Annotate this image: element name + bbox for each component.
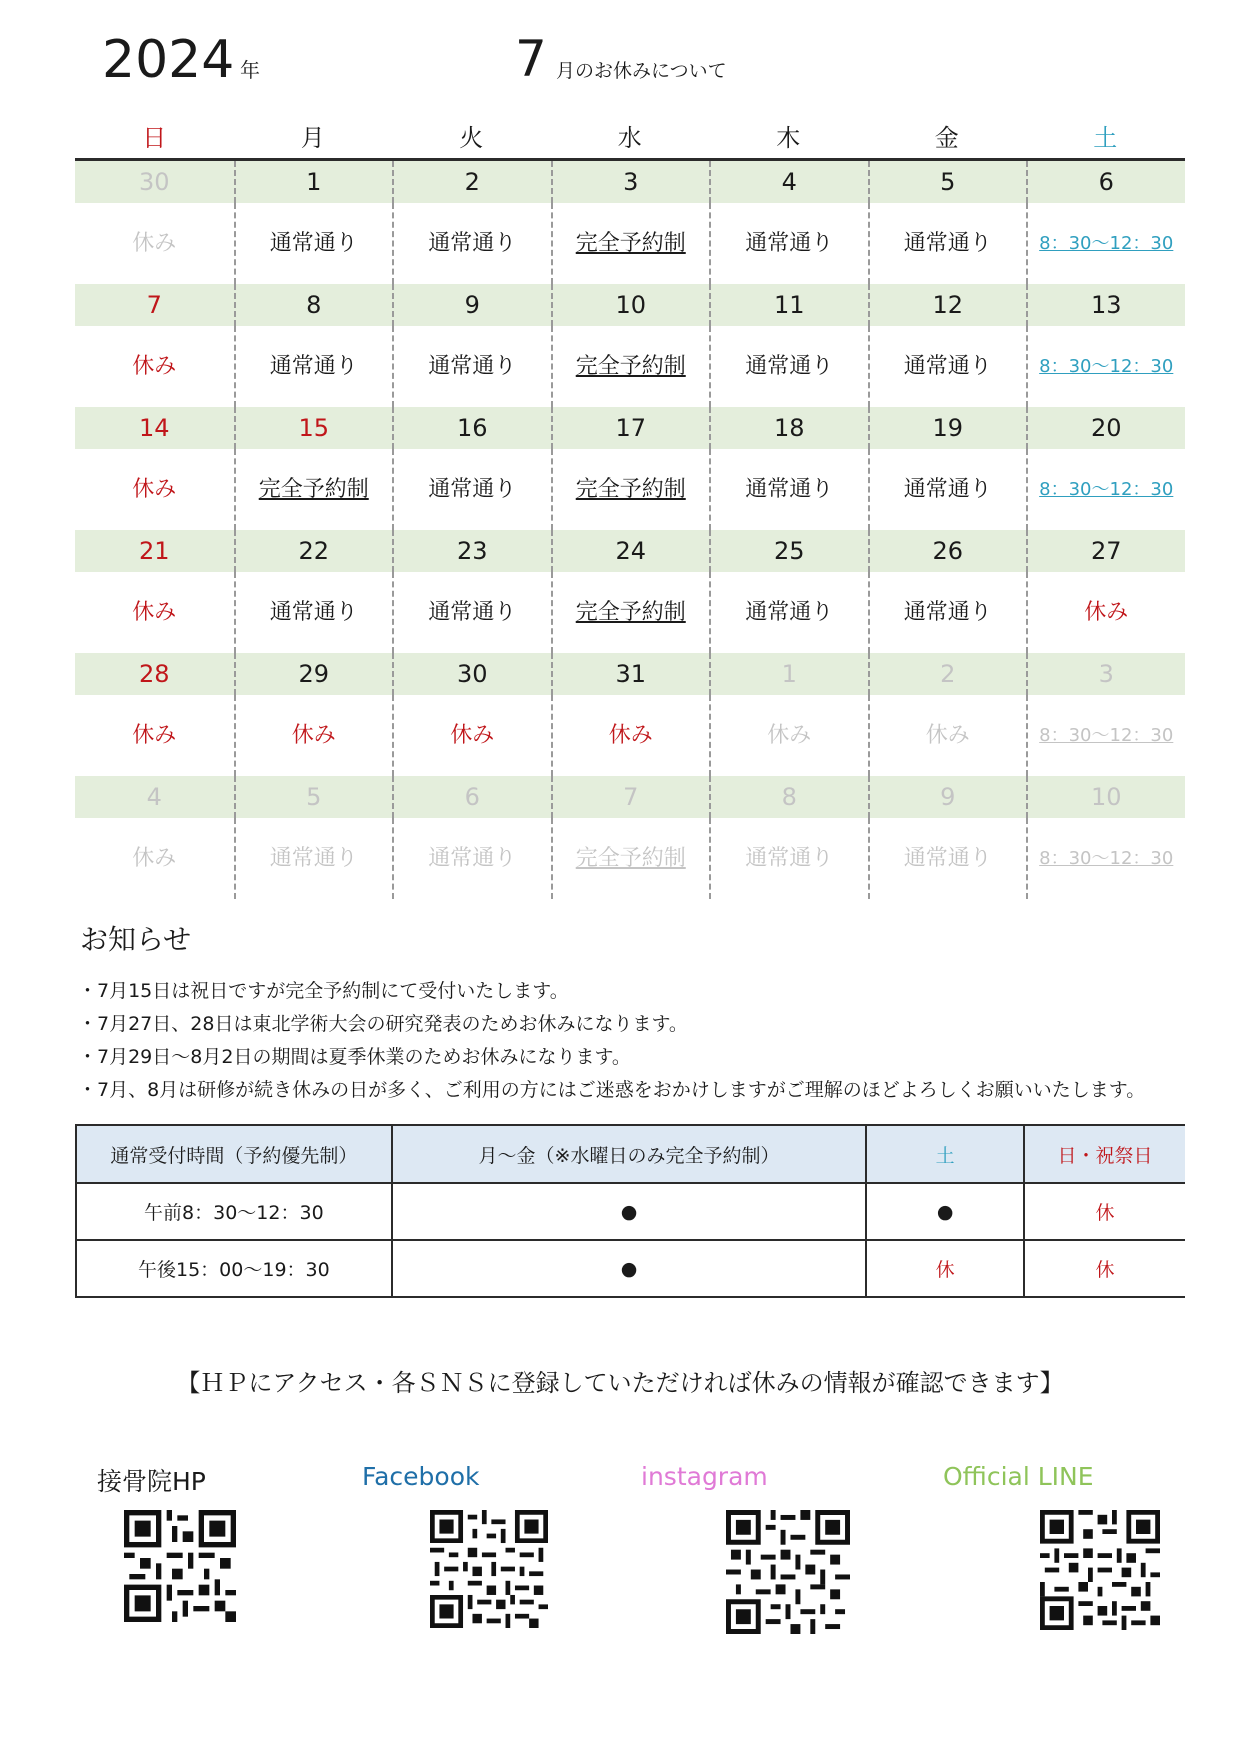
- calendar-week: [75, 530, 1185, 653]
- status-cell: 休み: [1026, 572, 1185, 653]
- qr-code-line-icon[interactable]: [1040, 1510, 1160, 1630]
- date-row: [75, 653, 1185, 695]
- header-cell: 月～金（※水曜日のみ完全予約制）: [392, 1125, 867, 1183]
- date-cell: 6: [392, 776, 551, 818]
- status-cell: 通常通り: [392, 449, 551, 530]
- date-cell: 1: [234, 161, 393, 203]
- status-cell: 通常通り: [868, 572, 1027, 653]
- table-cell: 休: [866, 1240, 1024, 1297]
- date-cell: 16: [392, 407, 551, 449]
- status-cell: 完全予約制: [551, 326, 710, 407]
- status-cell: 通常通り: [709, 326, 868, 407]
- status-cell: 通常通り: [709, 572, 868, 653]
- date-cell: 4: [709, 161, 868, 203]
- status-cell: 通常通り: [392, 326, 551, 407]
- date-cell: 23: [392, 530, 551, 572]
- status-cell: 通常通り: [234, 818, 393, 899]
- link-label-instagram[interactable]: instagram: [641, 1462, 768, 1491]
- date-cell: 5: [868, 161, 1027, 203]
- status-row: [75, 818, 1185, 899]
- month: 7: [515, 30, 547, 88]
- date-cell: 5: [234, 776, 393, 818]
- status-cell: 休み: [132, 600, 177, 625]
- weekday-mon: 月: [300, 124, 325, 152]
- status-cell: 通常通り: [709, 818, 868, 899]
- table-cell: 午前8：30～12：30: [76, 1183, 392, 1240]
- date-cell: 10: [551, 284, 710, 326]
- table-row: [76, 1183, 1185, 1240]
- date-cell: 18: [709, 407, 868, 449]
- date-cell: 7: [551, 776, 710, 818]
- date-cell: 2: [868, 653, 1027, 695]
- status-row: [75, 326, 1185, 407]
- status-cell: 通常通り: [868, 326, 1027, 407]
- calendar-week: [75, 284, 1185, 407]
- date-cell: 1: [709, 653, 868, 695]
- date-cell: 30: [138, 168, 170, 196]
- year: 2024: [102, 30, 235, 90]
- notice-title: お知らせ: [80, 923, 192, 956]
- page-header: [0, 30, 1240, 90]
- weekday-sun: 日: [142, 124, 167, 152]
- date-cell: 25: [709, 530, 868, 572]
- status-row: [75, 695, 1185, 776]
- year-unit: 年: [240, 58, 260, 82]
- status-cell: 通常通り: [868, 818, 1027, 899]
- status-cell: 通常通り: [234, 203, 393, 284]
- status-cell: 休み: [868, 695, 1027, 776]
- date-cell: 22: [234, 530, 393, 572]
- link-label-line[interactable]: Official LINE: [943, 1462, 1094, 1491]
- status-cell: 通常通り: [868, 449, 1027, 530]
- notice-item: ・7月15日は祝日ですが完全予約制にて受付いたします。: [78, 980, 569, 1002]
- status-cell: 通常通り: [234, 326, 393, 407]
- status-cell: 8：30～12：30: [1026, 818, 1185, 899]
- calendar-week: [75, 161, 1185, 284]
- link-label-facebook[interactable]: Facebook: [362, 1462, 480, 1491]
- date-cell: 8: [709, 776, 868, 818]
- status-cell: 8：30～12：30: [1026, 326, 1185, 407]
- table-cell: 休: [1024, 1240, 1185, 1297]
- status-cell: 通常通り: [392, 818, 551, 899]
- weekday-wed: 水: [617, 124, 642, 152]
- status-cell: 通常通り: [709, 449, 868, 530]
- calendar: [75, 120, 1185, 899]
- date-row: [75, 530, 1185, 572]
- date-cell: 3: [1026, 653, 1185, 695]
- notice-item: ・7月29日～8月2日の期間は夏季休業のためお休みになります。: [78, 1046, 631, 1068]
- status-cell: 休み: [132, 354, 177, 379]
- date-cell: 14: [138, 414, 170, 442]
- weekday-sat: 土: [1093, 124, 1118, 152]
- date-cell: 29: [234, 653, 393, 695]
- date-cell: 19: [868, 407, 1027, 449]
- status-cell: 完全予約制: [551, 818, 710, 899]
- table-cell: ●: [392, 1240, 867, 1297]
- link-label-hp[interactable]: 接骨院HP: [97, 1467, 206, 1496]
- notice-list: [78, 975, 1145, 1107]
- date-cell: 8: [234, 284, 393, 326]
- date-cell: 24: [551, 530, 710, 572]
- date-cell: 21: [138, 537, 170, 565]
- status-cell: 8：30～12：30: [1026, 695, 1185, 776]
- weekday-fri: 金: [934, 124, 959, 152]
- date-row: [75, 284, 1185, 326]
- weekday-thu: 木: [776, 124, 801, 152]
- status-cell: 休み: [392, 695, 551, 776]
- qr-code-hp-icon[interactable]: [124, 1510, 236, 1622]
- table-cell: 休: [1024, 1183, 1185, 1240]
- header-cell: 土: [866, 1125, 1024, 1183]
- date-row: [75, 407, 1185, 449]
- status-cell: 休み: [132, 231, 177, 256]
- date-cell: 27: [1026, 530, 1185, 572]
- date-cell: 26: [868, 530, 1027, 572]
- status-row: [75, 449, 1185, 530]
- status-row: [75, 572, 1185, 653]
- header-cell: 通常受付時間（予約優先制）: [76, 1125, 392, 1183]
- status-cell: 通常通り: [234, 572, 393, 653]
- status-cell: 休み: [132, 846, 177, 871]
- weekday-tue: 火: [459, 124, 484, 152]
- date-cell: 3: [551, 161, 710, 203]
- notice-item: ・7月、8月は研修が続き休みの日が多く、ご利用の方にはご迷惑をおかけしますがご理解のほどよろしくお願いいたします。: [78, 1079, 1146, 1101]
- status-cell: 8：30～12：30: [1026, 203, 1185, 284]
- date-cell: 11: [709, 284, 868, 326]
- hours-table-header: [76, 1125, 1185, 1183]
- date-cell: 4: [146, 783, 162, 811]
- status-cell: 通常通り: [392, 572, 551, 653]
- date-cell: 15: [234, 407, 393, 449]
- status-cell: 通常通り: [868, 203, 1027, 284]
- status-cell: 完全予約制: [551, 203, 710, 284]
- header-cell: 日・祝祭日: [1024, 1125, 1185, 1183]
- sns-banner: 【ＨＰにアクセス・各ＳＮＳに登録していただければ休みの情報が確認できます】: [176, 1369, 1064, 1397]
- status-cell: 通常通り: [709, 203, 868, 284]
- status-cell: 休み: [234, 695, 393, 776]
- status-row: [75, 203, 1185, 284]
- status-cell: 休み: [709, 695, 868, 776]
- calendar-week: [75, 776, 1185, 899]
- status-cell: 8：30～12：30: [1026, 449, 1185, 530]
- status-cell: 完全予約制: [234, 449, 393, 530]
- calendar-week: [75, 653, 1185, 776]
- weekday-header: [75, 120, 1185, 161]
- calendar-week: [75, 407, 1185, 530]
- date-row: [75, 161, 1185, 203]
- date-cell: 7: [146, 291, 162, 319]
- date-cell: 31: [551, 653, 710, 695]
- qr-code-instagram-icon[interactable]: [726, 1510, 850, 1634]
- date-cell: 10: [1026, 776, 1185, 818]
- date-cell: 2: [392, 161, 551, 203]
- status-cell: 休み: [551, 695, 710, 776]
- hours-table: [75, 1124, 1185, 1298]
- date-cell: 17: [551, 407, 710, 449]
- table-cell: ●: [392, 1183, 867, 1240]
- date-cell: 9: [392, 284, 551, 326]
- table-row: [76, 1240, 1185, 1297]
- date-cell: 13: [1026, 284, 1185, 326]
- status-cell: 休み: [132, 477, 177, 502]
- table-cell: 午後15：00～19：30: [76, 1240, 392, 1297]
- date-cell: 12: [868, 284, 1027, 326]
- status-cell: 休み: [132, 723, 177, 748]
- date-cell: 30: [392, 653, 551, 695]
- table-cell: ●: [866, 1183, 1024, 1240]
- notice-item: ・7月27日、28日は東北学術大会の研究発表のためお休みになります。: [78, 1013, 688, 1035]
- page-title: 月のお休みについて: [556, 60, 727, 82]
- date-cell: 9: [868, 776, 1027, 818]
- status-cell: 完全予約制: [551, 449, 710, 530]
- date-cell: 20: [1026, 407, 1185, 449]
- date-cell: 28: [138, 660, 170, 688]
- date-cell: 6: [1026, 161, 1185, 203]
- date-row: [75, 776, 1185, 818]
- status-cell: 完全予約制: [551, 572, 710, 653]
- status-cell: 通常通り: [392, 203, 551, 284]
- qr-code-facebook-icon[interactable]: [430, 1510, 548, 1628]
